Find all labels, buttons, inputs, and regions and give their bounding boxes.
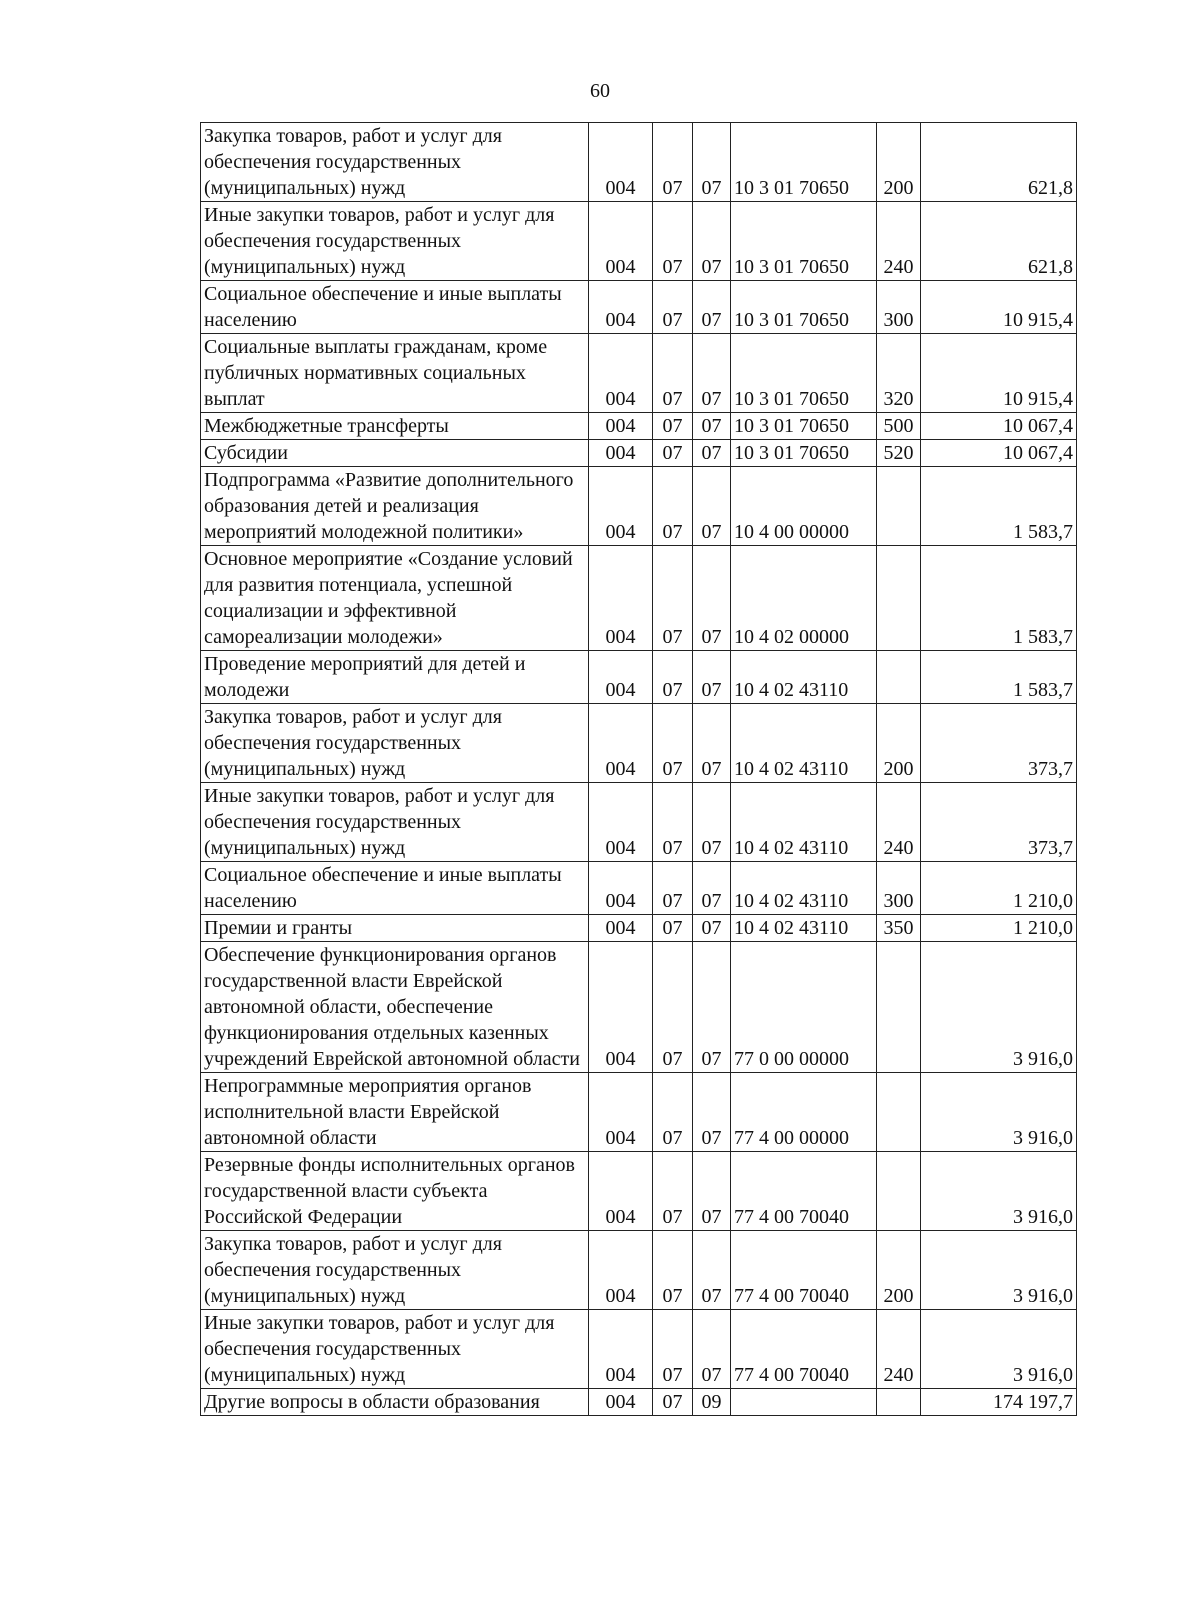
section-code-cell: 07 (653, 1073, 693, 1152)
target-article-cell: 10 3 01 70650 (731, 413, 877, 440)
target-article-cell: 77 4 00 00000 (731, 1073, 877, 1152)
amount-cell: 10 067,4 (921, 413, 1077, 440)
row-name-cell: Непрограммные мероприятия органов исполнительной власти Еврейской автономной области (201, 1073, 589, 1152)
amount-cell: 10 915,4 (921, 281, 1077, 334)
amount-cell: 1 583,7 (921, 467, 1077, 546)
section-code-cell: 07 (653, 334, 693, 413)
expense-type-cell (877, 467, 921, 546)
subsection-code-cell: 07 (693, 467, 731, 546)
amount-cell: 3 916,0 (921, 1310, 1077, 1389)
admin-code-cell: 004 (589, 942, 653, 1073)
row-name-cell: Основное мероприятие «Создание условий для развития потенциала, успешной социализации и эффективной самореализации молодежи» (201, 546, 589, 651)
row-name-cell: Закупка товаров, работ и услуг для обеспечения государственных (муниципальных) нужд (201, 704, 589, 783)
row-name-cell: Подпрограмма «Развитие дополнительного образования детей и реализация мероприятий молодежной политики» (201, 467, 589, 546)
admin-code-cell: 004 (589, 546, 653, 651)
admin-code-cell: 004 (589, 862, 653, 915)
target-article-cell: 10 3 01 70650 (731, 202, 877, 281)
row-name-cell: Проведение мероприятий для детей и молодежи (201, 651, 589, 704)
table-row (201, 1152, 1077, 1231)
section-code-cell: 07 (653, 942, 693, 1073)
amount-cell: 174 197,7 (921, 1389, 1077, 1416)
target-article-cell: 10 4 02 43110 (731, 783, 877, 862)
target-article-cell: 77 0 00 00000 (731, 942, 877, 1073)
amount-cell: 373,7 (921, 783, 1077, 862)
subsection-code-cell: 07 (693, 704, 731, 783)
section-code-cell: 07 (653, 281, 693, 334)
target-article-cell: 10 4 02 43110 (731, 862, 877, 915)
row-name-cell: Обеспечение функционирования органов государственной власти Еврейской автономной области, обеспечение функционирования отдельных казенных учреждений Еврейской автономной области (201, 942, 589, 1073)
row-name-cell: Социальные выплаты гражданам, кроме публичных нормативных социальных выплат (201, 334, 589, 413)
amount-cell: 1 210,0 (921, 915, 1077, 942)
admin-code-cell: 004 (589, 1389, 653, 1416)
table-row (201, 1073, 1077, 1152)
amount-cell: 3 916,0 (921, 942, 1077, 1073)
subsection-code-cell: 07 (693, 1152, 731, 1231)
admin-code-cell: 004 (589, 1231, 653, 1310)
amount-cell: 10 915,4 (921, 334, 1077, 413)
admin-code-cell: 004 (589, 1310, 653, 1389)
target-article-cell: 10 4 02 00000 (731, 546, 877, 651)
subsection-code-cell: 09 (693, 1389, 731, 1416)
expense-type-cell: 300 (877, 281, 921, 334)
amount-cell: 3 916,0 (921, 1152, 1077, 1231)
table-row (201, 334, 1077, 413)
row-name-cell: Социальное обеспечение и иные выплаты населению (201, 862, 589, 915)
expense-type-cell: 240 (877, 1310, 921, 1389)
target-article-cell: 10 3 01 70650 (731, 123, 877, 202)
table-row (201, 942, 1077, 1073)
section-code-cell: 07 (653, 1389, 693, 1416)
admin-code-cell: 004 (589, 281, 653, 334)
admin-code-cell: 004 (589, 783, 653, 862)
expense-type-cell (877, 942, 921, 1073)
row-name-cell: Иные закупки товаров, работ и услуг для обеспечения государственных (муниципальных) нужд (201, 202, 589, 281)
amount-cell: 1 583,7 (921, 651, 1077, 704)
subsection-code-cell: 07 (693, 413, 731, 440)
section-code-cell: 07 (653, 440, 693, 467)
table-row (201, 546, 1077, 651)
admin-code-cell: 004 (589, 123, 653, 202)
admin-code-cell: 004 (589, 413, 653, 440)
admin-code-cell: 004 (589, 704, 653, 783)
admin-code-cell: 004 (589, 915, 653, 942)
subsection-code-cell: 07 (693, 862, 731, 915)
section-code-cell: 07 (653, 704, 693, 783)
table-row (201, 862, 1077, 915)
amount-cell: 621,8 (921, 202, 1077, 281)
expense-type-cell: 240 (877, 202, 921, 281)
expense-type-cell (877, 546, 921, 651)
section-code-cell: 07 (653, 546, 693, 651)
subsection-code-cell: 07 (693, 281, 731, 334)
row-name-cell: Премии и гранты (201, 915, 589, 942)
subsection-code-cell: 07 (693, 334, 731, 413)
target-article-cell: 77 4 00 70040 (731, 1231, 877, 1310)
admin-code-cell: 004 (589, 467, 653, 546)
budget-table-body (201, 123, 1077, 1416)
row-name-cell: Закупка товаров, работ и услуг для обеспечения государственных (муниципальных) нужд (201, 123, 589, 202)
row-name-cell: Субсидии (201, 440, 589, 467)
table-row (201, 467, 1077, 546)
expense-type-cell (877, 1073, 921, 1152)
subsection-code-cell: 07 (693, 123, 731, 202)
expense-type-cell: 200 (877, 1231, 921, 1310)
section-code-cell: 07 (653, 202, 693, 281)
row-name-cell: Закупка товаров, работ и услуг для обеспечения государственных (муниципальных) нужд (201, 1231, 589, 1310)
subsection-code-cell: 07 (693, 546, 731, 651)
table-row (201, 651, 1077, 704)
amount-cell: 3 916,0 (921, 1231, 1077, 1310)
expense-type-cell: 520 (877, 440, 921, 467)
admin-code-cell: 004 (589, 651, 653, 704)
subsection-code-cell: 07 (693, 783, 731, 862)
subsection-code-cell: 07 (693, 1231, 731, 1310)
target-article-cell: 77 4 00 70040 (731, 1310, 877, 1389)
admin-code-cell: 004 (589, 334, 653, 413)
amount-cell: 1 210,0 (921, 862, 1077, 915)
budget-table (200, 122, 1077, 1416)
section-code-cell: 07 (653, 467, 693, 546)
row-name-cell: Резервные фонды исполнительных органов государственной власти субъекта Российской Федерации (201, 1152, 589, 1231)
target-article-cell: 10 3 01 70650 (731, 440, 877, 467)
expense-type-cell: 320 (877, 334, 921, 413)
table-row (201, 915, 1077, 942)
table-row (201, 123, 1077, 202)
table-row (201, 1231, 1077, 1310)
expense-type-cell: 500 (877, 413, 921, 440)
subsection-code-cell: 07 (693, 1073, 731, 1152)
section-code-cell: 07 (653, 1152, 693, 1231)
page-number: 60 (590, 80, 610, 102)
section-code-cell: 07 (653, 862, 693, 915)
expense-type-cell (877, 1389, 921, 1416)
admin-code-cell: 004 (589, 440, 653, 467)
target-article-cell: 10 3 01 70650 (731, 334, 877, 413)
subsection-code-cell: 07 (693, 651, 731, 704)
table-row (201, 783, 1077, 862)
amount-cell: 3 916,0 (921, 1073, 1077, 1152)
admin-code-cell: 004 (589, 1152, 653, 1231)
amount-cell: 1 583,7 (921, 546, 1077, 651)
table-row (201, 281, 1077, 334)
subsection-code-cell: 07 (693, 942, 731, 1073)
table-row (201, 1310, 1077, 1389)
target-article-cell: 10 3 01 70650 (731, 281, 877, 334)
section-code-cell: 07 (653, 1310, 693, 1389)
amount-cell: 373,7 (921, 704, 1077, 783)
row-name-cell: Иные закупки товаров, работ и услуг для обеспечения государственных (муниципальных) нужд (201, 1310, 589, 1389)
subsection-code-cell: 07 (693, 440, 731, 467)
section-code-cell: 07 (653, 651, 693, 704)
amount-cell: 10 067,4 (921, 440, 1077, 467)
row-name-cell: Иные закупки товаров, работ и услуг для обеспечения государственных (муниципальных) нужд (201, 783, 589, 862)
target-article-cell: 10 4 02 43110 (731, 704, 877, 783)
admin-code-cell: 004 (589, 1073, 653, 1152)
section-code-cell: 07 (653, 1231, 693, 1310)
subsection-code-cell: 07 (693, 915, 731, 942)
target-article-cell: 10 4 02 43110 (731, 915, 877, 942)
expense-type-cell: 200 (877, 704, 921, 783)
subsection-code-cell: 07 (693, 1310, 731, 1389)
section-code-cell: 07 (653, 123, 693, 202)
target-article-cell: 10 4 00 00000 (731, 467, 877, 546)
table-row (201, 1389, 1077, 1416)
expense-type-cell: 300 (877, 862, 921, 915)
section-code-cell: 07 (653, 915, 693, 942)
expense-type-cell: 200 (877, 123, 921, 202)
admin-code-cell: 004 (589, 202, 653, 281)
expense-type-cell (877, 651, 921, 704)
table-row (201, 413, 1077, 440)
table-row (201, 704, 1077, 783)
section-code-cell: 07 (653, 783, 693, 862)
target-article-cell: 10 4 02 43110 (731, 651, 877, 704)
row-name-cell: Межбюджетные трансферты (201, 413, 589, 440)
table-row (201, 202, 1077, 281)
expense-type-cell (877, 1152, 921, 1231)
section-code-cell: 07 (653, 413, 693, 440)
expense-type-cell: 240 (877, 783, 921, 862)
subsection-code-cell: 07 (693, 202, 731, 281)
amount-cell: 621,8 (921, 123, 1077, 202)
target-article-cell: 77 4 00 70040 (731, 1152, 877, 1231)
table-row (201, 440, 1077, 467)
row-name-cell: Другие вопросы в области образования (201, 1389, 589, 1416)
expense-type-cell: 350 (877, 915, 921, 942)
target-article-cell (731, 1389, 877, 1416)
row-name-cell: Социальное обеспечение и иные выплаты населению (201, 281, 589, 334)
